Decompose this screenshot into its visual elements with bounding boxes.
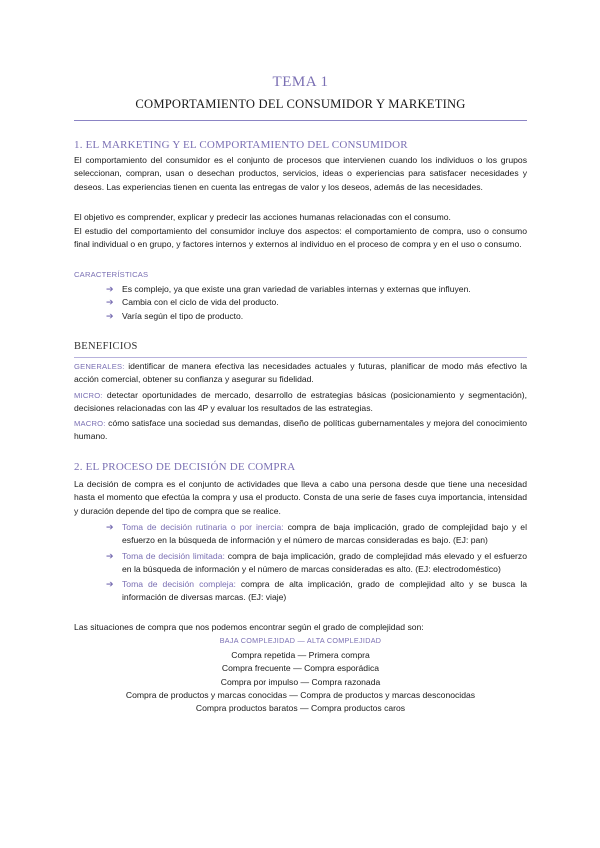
document-title: COMPORTAMIENTO DEL CONSUMIDOR Y MARKETING: [135, 97, 466, 111]
list-item: ➔ Es complejo, ya que existe una gran variedad de variables internas y externas que influyen.: [74, 283, 527, 296]
section1-paragraph-2: El objetivo es comprender, explicar y predecir las acciones humanas relacionadas con el consumo.: [74, 212, 451, 222]
list-item: Compra de productos y marcas conocidas — Compra de productos y marcas desconocidas: [125, 689, 476, 700]
arrow-icon: ➔: [106, 310, 114, 321]
section1-paragraph-1: El comportamiento del consumidor es el conjunto de procesos que intervienen cuando los individuos o los grupos seleccionan, compran, usan o desechan productos, servicios, ideas o experiencias para satisfacer necesidades y deseos. Las experiencias tienen en cuenta las entregas de valor y los deseos, además de las necesidades.: [74, 155, 527, 192]
arrow-icon: ➔: [106, 297, 114, 308]
arrow-icon: ➔: [106, 522, 114, 532]
macro-label: MACRO:: [74, 419, 106, 428]
list-item: ➔ Varía según el tipo de producto.: [74, 310, 527, 323]
benefits-generales: GENERALES: identificar de manera efectiva las necesidades actuales y futuras, planificar de modo más efectivo la acción comercial, obtener su confianza y asegurar su fidelidad.: [74, 361, 527, 385]
decision-types-list: [74, 521, 527, 605]
complexity-header: BAJA COMPLEJIDAD — ALTA COMPLEJIDAD: [219, 636, 382, 645]
list-item: Compra repetida — Primera compra: [231, 650, 370, 660]
micro-label: MICRO:: [74, 391, 103, 400]
list-item: ➔ Toma de decisión rutinaria o por inercia: compra de baja implicación, grado de complejidad bajo y el esfuerzo en la búsqueda de información y el número de marcas consideradas es bajo. (EJ: pan): [106, 522, 527, 546]
list-item: ➔ Toma de decisión compleja: compra de alta implicación, grado de complejidad alto y se busca la información de diversas marcas. (EJ: viaje): [106, 579, 528, 603]
list-item: Compra frecuente — Compra esporádica: [221, 663, 380, 674]
section1-heading: 1. EL MARKETING Y EL COMPORTAMIENTO DEL CONSUMIDOR: [74, 139, 408, 151]
complexity-list: [74, 649, 527, 715]
characteristics-label: CARACTERÍSTICAS: [74, 270, 149, 279]
title-divider: [74, 120, 527, 121]
benefits-heading: BENEFICIOS: [74, 341, 138, 352]
arrow-icon: ➔: [106, 579, 114, 590]
section1-paragraph-3: El estudio del comportamiento del consumidor incluye dos aspectos: el comportamiento de compra, uso o consumo final individual o en grupo, y factores internos y externos al individuo en el proceso de compra y en el uso o consumo.: [74, 226, 527, 250]
list-item: ➔ Cambia con el ciclo de vida del producto.: [74, 296, 527, 309]
section2-heading: 2. EL PROCESO DE DECISIÓN DE COMPRA: [74, 461, 296, 473]
generales-label: GENERALES:: [74, 362, 125, 371]
list-item: Compra por impulso — Compra razonada: [220, 676, 381, 687]
benefits-divider: [74, 357, 527, 358]
section2-paragraph-2: Las situaciones de compra que nos podemos encontrar según el grado de complejidad son:: [74, 622, 424, 632]
benefits-macro: MACRO: cómo satisface una sociedad sus demandas, diseño de políticas gubernamentales y mejora del conocimiento humano.: [74, 418, 527, 442]
list-item: Compra productos baratos — Compra productos caros: [195, 703, 406, 714]
list-item: ➔ Toma de decisión limitada: compra de baja implicación, grado de complejidad más elevado y el esfuerzo en la búsqueda de información y el número de marcas consideradas es alto. (EJ: electrodoméstico): [106, 550, 527, 574]
characteristics-list: [74, 283, 527, 323]
tema-title: TEMA 1: [272, 74, 329, 90]
arrow-icon: ➔: [106, 550, 114, 561]
arrow-icon: ➔: [106, 284, 114, 294]
benefits-micro: MICRO: detectar oportunidades de mercado, desarrollo de estrategias básicas (posicionamiento y segmentación), decisiones relacionadas con las 4P y evaluar los resultados de las estrategias.: [74, 390, 527, 414]
section2-paragraph-1: La decisión de compra es el conjunto de actividades que lleva a cabo una persona desde que tiene una necesidad hasta el momento que efectúa la compra y usa el producto. Consta de una serie de fases cuya importancia, intensidad y duración depende del tipo de compra que se realice.: [74, 479, 527, 516]
